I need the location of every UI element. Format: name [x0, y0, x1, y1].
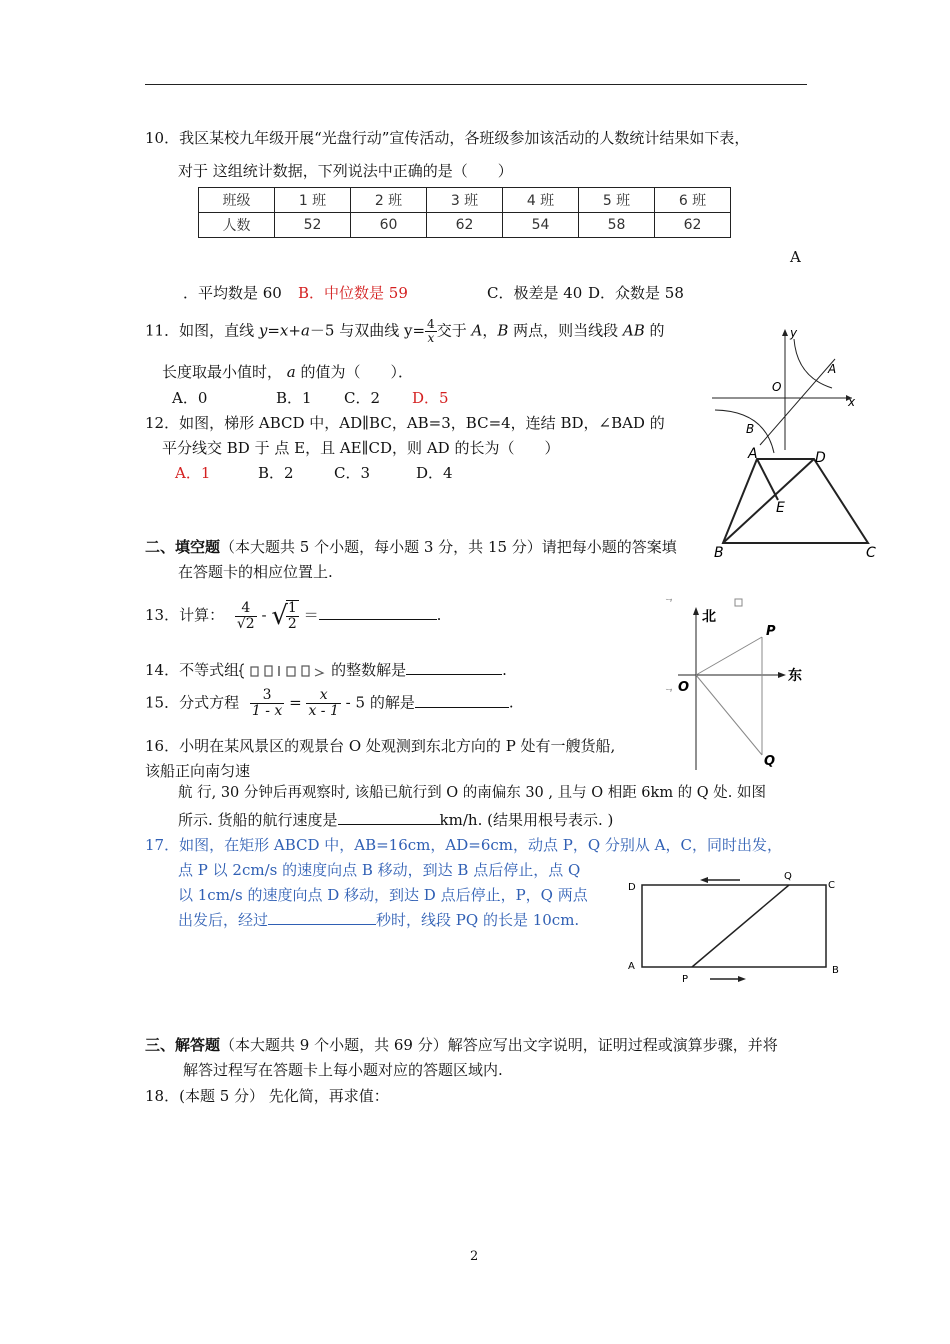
q11-suffix2: 的 — [644, 321, 665, 340]
q11-eq: = — [267, 321, 280, 340]
section2-heading — [145, 536, 677, 557]
q10-option-a: ．平均数是 60 — [183, 284, 282, 302]
q16-answer-blank — [338, 810, 440, 825]
q10-option-d: D．众数是 58 — [588, 284, 684, 302]
q16-line3: 航 行, 30 分钟后再观察时, 该船已航行到 O 的南偏东 30 , 且与 O 相距 6km 的 Q 处. 如图 — [178, 785, 767, 801]
section3-title: 三、解答题 — [145, 1036, 221, 1054]
q16-line2: 该船正向南匀速 — [145, 762, 251, 780]
q11-option-c: C．2 — [344, 389, 381, 407]
table-cell: 52 — [275, 213, 351, 238]
page-number: 2 — [470, 1249, 479, 1264]
fig16-label-p: P — [766, 624, 776, 639]
y-axis-arrow-icon — [782, 329, 788, 336]
q15-prefix: 15．分式方程 — [145, 693, 240, 712]
sqrt-icon: √ — [271, 601, 288, 631]
q15-end: . — [508, 693, 514, 712]
table-cell: 1 班 — [275, 188, 351, 213]
line-y-x-a-5 — [760, 359, 835, 445]
fig16-label-north: 北 — [702, 609, 716, 625]
fig16-label-q: Q — [764, 754, 776, 769]
q13-equals: ＝ — [303, 606, 319, 624]
bisector-ae — [757, 459, 778, 500]
table-cell: 62 — [655, 213, 731, 238]
q16-line4b: km/h. (结果用根号表示. ) — [439, 811, 614, 829]
table-cell: 5 班 — [579, 188, 655, 213]
q10-stray-a: A — [790, 248, 801, 266]
q13-end: . — [436, 606, 442, 624]
table-cell: 4 班 — [503, 188, 579, 213]
section2-title: 二、填空题 — [145, 538, 221, 556]
table-cell: 班级 — [199, 188, 275, 213]
north-arrow-icon — [693, 607, 699, 615]
fig11-label-a: A — [828, 362, 837, 376]
q14-suffix: 的整数解是 — [331, 661, 407, 679]
section2-line2: 在答题卡的相应位置上. — [178, 563, 333, 581]
q16-figure — [660, 595, 810, 775]
q11-plus: + — [288, 321, 301, 340]
fig12-label-a: A — [748, 446, 758, 462]
q13-minus: - — [261, 606, 267, 624]
section2-desc: （本大题共 5 个小题，每小题 3 分，共 15 分）请把每小题的答案填 — [220, 538, 677, 556]
q15-answer-blank — [415, 693, 509, 708]
artifact-mark-1: ᄀ — [664, 599, 674, 610]
q11-option-d: D．5 — [412, 389, 449, 407]
segment-pq — [692, 885, 789, 967]
q15-line — [145, 688, 514, 719]
q12-option-a: A．1 — [175, 464, 211, 482]
q17-line4a: 出发后，经过 — [178, 911, 269, 929]
q11-figure — [710, 325, 860, 455]
q11-var-a: a — [300, 321, 310, 340]
fig17-label-c: C — [828, 880, 835, 891]
q16-line1: 16．小明在某风景区的观景台 O 处观测到东北方向的 P 处有一艘货船, — [145, 737, 616, 755]
q10-option-b: B．中位数是 59 — [298, 284, 408, 302]
q10-line2: 对于 这组统计数据，下列说法中正确的是（ ） — [178, 162, 513, 180]
q17-line4 — [178, 909, 579, 930]
q13-line — [145, 600, 441, 632]
q14-end: . — [502, 661, 507, 679]
segment-oq — [696, 675, 762, 755]
q12-line2: 平分线交 BD 于 点 E，且 AE∥CD，则 AD 的长为（ ） — [162, 439, 560, 457]
fig12-label-e: E — [776, 500, 785, 516]
table-cell: 62 — [427, 213, 503, 238]
q11-segment-ab: AB — [622, 321, 645, 340]
q11-mid: 交于 — [436, 321, 472, 340]
fig16-label-o: O — [678, 680, 690, 695]
q11-fraction: $\frac{4}{x}$ — [427, 317, 435, 345]
q17-figure — [622, 866, 847, 986]
q11-suffix1: 两点，则当线段 — [508, 321, 623, 340]
q11-point-b: B — [497, 321, 509, 340]
q11-line2 — [162, 361, 413, 382]
table-cell: 54 — [503, 213, 579, 238]
diagonal-bd — [723, 459, 814, 543]
fig11-label-o: O — [772, 380, 782, 394]
table-cell: 3 班 — [427, 188, 503, 213]
q17-answer-blank — [268, 910, 376, 925]
q11-option-a: A．0 — [172, 389, 208, 407]
fig11-label-x: x — [848, 395, 856, 409]
q16-line4 — [178, 809, 613, 830]
q10-option-c: C．极差是 40 — [487, 284, 583, 302]
q11-minus5: －5 与双曲线 y= — [309, 321, 426, 340]
q14-answer-blank — [406, 660, 502, 675]
q12-option-b: B．2 — [258, 464, 294, 482]
rectangle-abcd — [642, 885, 826, 967]
q10-stats-table — [198, 187, 731, 238]
q11-var-a2: a — [286, 363, 296, 381]
q10-line1: 10．我区某校九年级开展“光盘行动”宣传活动，各班级参加该活动的人数统计结果如下表， — [145, 129, 750, 147]
q17-line4b: 秒时，线段 PQ 的长是 10cm. — [376, 911, 580, 929]
table-cell: 2 班 — [351, 188, 427, 213]
section3-desc: （本大题共 9 个小题，共 69 分）解答应写出文字说明，证明过程或演算步骤，并将 — [220, 1036, 778, 1054]
p-arrowhead-icon — [738, 976, 746, 982]
q11-comma: ， — [482, 321, 498, 340]
q12-option-c: C．3 — [334, 464, 371, 482]
q11-prefix: 11．如图，直线 — [145, 321, 259, 340]
q15-fraction-1: $\frac{3}{1 - x}$ — [251, 687, 283, 719]
fig17-label-p: P — [682, 974, 689, 985]
table-cell: 6 班 — [655, 188, 731, 213]
fig11-label-y: y — [790, 326, 798, 340]
table-cell: 60 — [351, 213, 427, 238]
q13-fraction-1: $\frac{4}{√2}$ — [236, 599, 255, 632]
fig17-label-q: Q — [784, 871, 792, 882]
fig16-label-east: 东 — [788, 668, 802, 684]
q12-option-d: D．4 — [416, 464, 453, 482]
q11-var-x: x — [279, 321, 289, 340]
section3-heading — [145, 1034, 778, 1055]
fig17-label-d: D — [628, 882, 636, 893]
fig11-label-b: B — [746, 422, 755, 436]
q11-line2b: 的值为（ ）． — [300, 363, 414, 381]
q12-line1: 12．如图，梯形 ABCD 中，AD∥BC，AB=3，BC=4，连结 BD，∠BAD 的 — [145, 414, 665, 432]
q13-prefix: 13．计算： — [145, 606, 225, 624]
q12-figure — [712, 445, 882, 563]
table-row — [199, 213, 731, 238]
q13-answer-blank — [319, 605, 437, 620]
table-cell: 58 — [579, 213, 655, 238]
q11-line1 — [145, 318, 665, 345]
fig12-label-d: D — [815, 450, 826, 466]
q18-text: 18．(本题 5 分） 先化简，再求值： — [145, 1087, 389, 1105]
q17-line2: 点 P 以 2cm/s 的速度向点 B 移动，到达 B 点后停止，点 Q — [178, 861, 581, 879]
east-arrow-icon — [778, 672, 786, 678]
artifact-mark-2: ᄀ — [664, 689, 674, 700]
header-rule — [145, 84, 807, 85]
table-header-row — [199, 188, 731, 213]
q17-line3: 以 1cm/s 的速度向点 D 移动，到达 D 点后停止，P，Q 两点 — [178, 886, 588, 904]
trapezoid-abcd — [723, 459, 868, 543]
q11-line2a: 长度取最小值时， — [162, 363, 283, 381]
fig12-label-b: B — [714, 545, 724, 561]
q15-equals: = — [289, 693, 302, 712]
q15-tail: - 5 的解是 — [345, 693, 415, 712]
segment-op — [696, 637, 762, 675]
fig17-label-a: A — [628, 961, 635, 972]
q16-line4a: 所示. 货船的航行速度是 — [178, 811, 338, 829]
q11-option-b: B．1 — [276, 389, 312, 407]
hyperbola-branch-1 — [794, 339, 832, 388]
q14-inequality-system-image — [239, 663, 331, 679]
q14-prefix: 14．不等式组 — [145, 661, 240, 679]
q-arrowhead-icon — [700, 877, 708, 883]
fig12-label-c: C — [866, 545, 876, 561]
artifact-square — [735, 599, 742, 606]
q17-line1: 17．如图，在矩形 ABCD 中，AB=16cm，AD=6cm，动点 P，Q 分别从 A，C，同时出发， — [145, 836, 782, 854]
fig17-label-b: B — [832, 965, 839, 976]
section3-line2: 解答过程写在答题卡上每小题对应的答题区域内. — [183, 1061, 503, 1079]
q14-line — [145, 659, 507, 680]
q11-point-a: A — [471, 321, 483, 340]
table-cell: 人数 — [199, 213, 275, 238]
q15-fraction-2: $\frac{x}{x - 1}$ — [308, 687, 339, 719]
q13-fraction-2: $\frac{1}{2}$ — [287, 600, 297, 632]
q11-var-y: y — [258, 321, 268, 340]
